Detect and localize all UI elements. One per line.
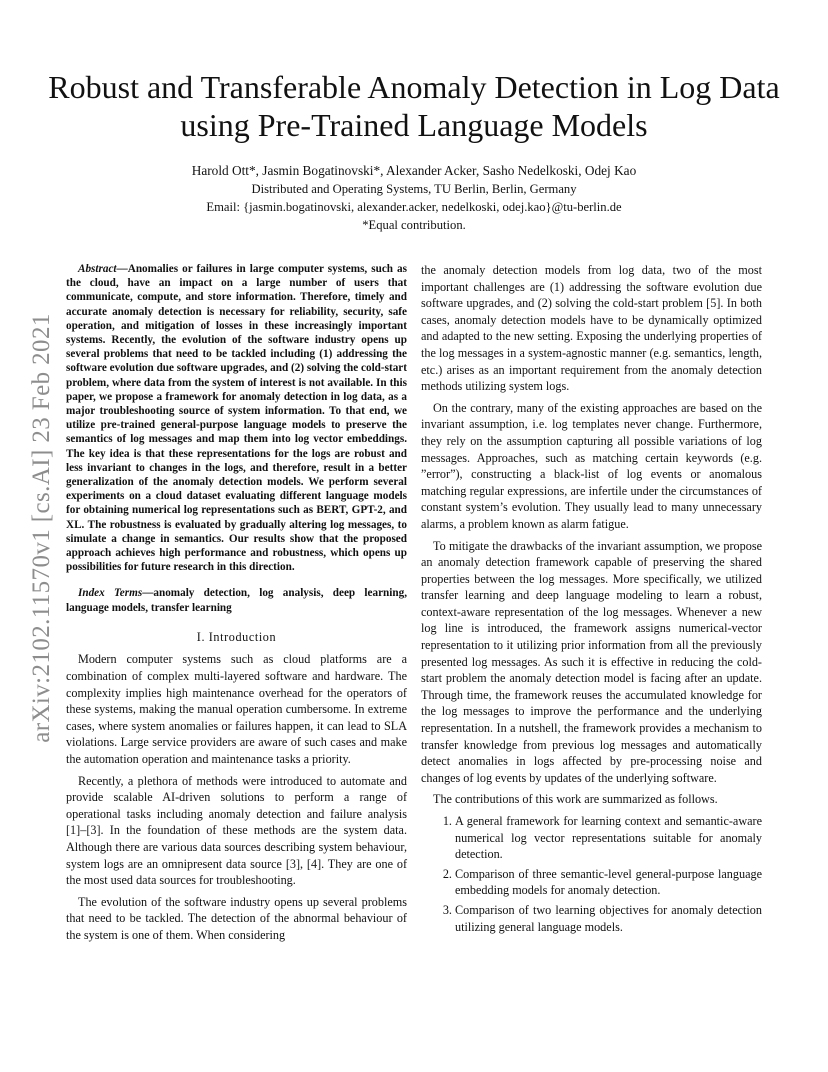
email-line: Email: {jasmin.bogatinovski, alexander.acker, nedelkoski, odej.kao}@tu-berlin.de — [206, 200, 622, 214]
right-column — [421, 262, 762, 938]
author-list: Harold Ott*, Jasmin Bogatinovski*, Alexander Acker, Sasho Nedelkoski, Odej Kao — [191, 163, 637, 178]
intro-paragraph-3: The evolution of the software industry opens up several problems that need to be tackled. The detection of the abnormal behaviour of the system is one of them. When considering — [66, 894, 407, 942]
intro-paragraph-3-continued: the anomaly detection models from log data, two of the most important challenges are (1) addressing the software evolution due software upgrades, and (2) solving the cold-start problem [5]. In both cases, anomaly detection models have to be dynamically optimized and adapted to the new setting. Exposing the underlying properties of the log messages in a system-agnostic manner (e.g. semantics, length, etc.) arises as an important requirement from the anomaly detection methods utilizing system logs. — [421, 263, 762, 394]
intro-paragraph-1: Modern computer systems such as cloud platforms are a combination of complex multi-layered software and hardware. The complexity implies high maintenance overhead for the operators of these systems, making the manual operation cumbersome. In extreme cases, where system anomalies or failures happen, it can lead to SLA violations. Large service providers are aware of such cases and make the automation operation and maintenance tasks a priority. — [66, 652, 407, 767]
contribution-item: 2. Comparison of three semantic-level general-purpose language embedding models for anomaly detection. — [455, 866, 762, 899]
section-heading-introduction: I. Introduction — [196, 629, 277, 644]
citation-link[interactable]: [3] — [86, 823, 101, 838]
abstract-label: Abstract — [78, 263, 117, 275]
arxiv-id-text: arXiv:2102.11570v1 [cs.AI] 23 Feb 2021 — [28, 312, 55, 743]
arxiv-identifier-stamp — [22, 295, 62, 760]
equal-contribution-note: *Equal contribution. — [362, 218, 466, 232]
affiliation: Distributed and Operating Systems, TU Berlin, Berlin, Germany — [251, 182, 577, 196]
index-terms-label: Index Terms — [78, 587, 143, 600]
intro-paragraph-4: On the contrary, many of the existing approaches are based on the invariant assumption, i.e. log templates never change. Furthermore, they rely on the assumption capturing all possible variations of log messages. Approaches, such as matching certain keywords (e.g. ”error”), constructing a black-list of log events or anomalous matching regular expressions, are infertile under the circumstances of constant system’s evolution. They usually lead to many unnecessary alarms, a problem known as alarm fatigue. — [421, 400, 762, 531]
contribution-item: 1. A general framework for learning context and semantic-aware numerical log vector representations suitable for anomaly detection. — [455, 813, 762, 863]
contributions-list — [421, 813, 762, 935]
index-terms-text: —anomaly detection, log analysis, deep learning, language models, transfer learning — [66, 587, 407, 614]
intro-paragraph-5: To mitigate the drawbacks of the invariant assumption, we propose an anomaly detection framework capable of preserving the shared properties between the log messages. More specifically, we utilized transfer learning and deep language modeling to learn a robust, context-aware representation of the log messages. Whenever a new log line is introduced, the framework assigns numerical-vector representation to it utilizing prior information from all the previously presented log messages. As such it is effective in reducing the cold-start problem the anomaly detection model is facing after an update. Through time, the framework reuses the accumulated knowledge for the log messages to improve the performance and the underlying representation. In a nutshell, the framework provides a mechanism to transfer knowledge from previous log messages and automatically detect anomalies in logs affected by pre-processing noise and changes of log events by updates of the underlying software. — [421, 538, 762, 785]
citation-link[interactable]: [5] — [706, 296, 721, 311]
left-column — [66, 262, 407, 949]
citation-link[interactable]: [4] — [306, 856, 322, 871]
citation-link[interactable]: [3] — [285, 856, 301, 871]
contribution-item: 3. Comparison of two learning objectives for anomaly detection utilizing general language models. — [455, 902, 762, 935]
index-terms — [66, 586, 407, 614]
abstract — [66, 262, 407, 574]
intro-paragraph-6: The contributions of this work are summarized as follows. — [433, 792, 718, 807]
citation-link[interactable]: [1] — [66, 823, 81, 838]
paper-title: Robust and Transferable Anomaly Detection in Log Data using Pre-Trained Language Models — [48, 69, 780, 143]
abstract-text: —Anomalies or failures in large computer systems, such as the cloud, have an impact on a large number of users that communicate, compute, and store information. Therefore, timely and accurate anomaly detection is necessary for reliability, security, safe operation, and mitigation of losses in these increasingly important systems. Recently, the evolution of the software industry opens up several problems that need to be tackled including (1) addressing the software evolution due software upgrades, and (2) solving the cold-start problem, where data from the system of interest is not available. In this paper, we propose a framework for anomaly detection in log data, as a major troubleshooting source of system information. To that end, we utilize pre-trained general-purpose language models to preserve the semantics of log messages and map them into log vector embeddings. The key idea is that these representations for the logs are robust and less invariant to changes in the logs, and therefore, result in a better generalization of the anomaly detection models. We perform several experiments on a cloud dataset evaluating different language models for obtaining numerical log representations such as BERT, GPT-2, and XL. The robustness is evaluated by gradually altering log messages, to simulate a change in semantics. Our results show that the proposed approach achieves high performance and robustness, which opens up possibilities for future research in this direction. — [66, 263, 407, 574]
intro-paragraph-2: Recently, a plethora of methods were introduced to automate and provide scalable AI-driven solutions to perform a range of operational tasks including anomaly detection and failure analysis [1]–[3]. In the foundation of these methods are the system data. Although there are various data sources describing system behaviour, system logs are an omnipresent data source [3], [4]. They are one of the most used data sources for troubleshooting. — [66, 773, 408, 888]
author-block — [40, 162, 788, 234]
